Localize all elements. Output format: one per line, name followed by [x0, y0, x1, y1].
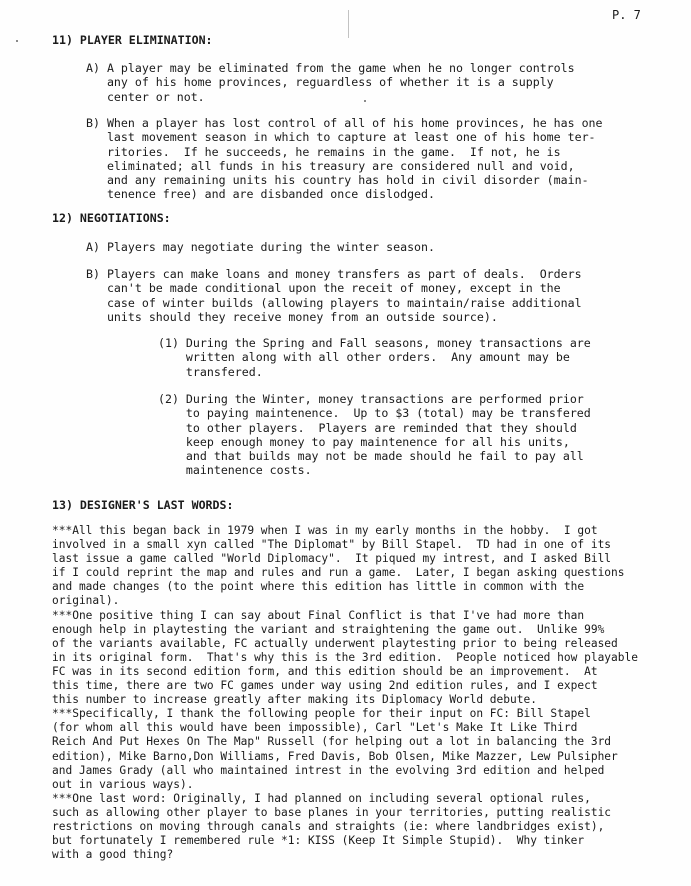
text-line: out in various ways).: [52, 777, 194, 791]
text-line: eliminated; all funds in his treasury are considered null and void,: [86, 158, 575, 173]
section-12-sub-item-2: [158, 392, 591, 478]
text-line: keep enough money to pay maintenence for all his units,: [158, 434, 570, 449]
section-12-sub-item-1: [158, 336, 591, 379]
page-number: P. 7: [612, 8, 641, 22]
text-line: this number to increase greatly after making its Diplomacy World debute.: [52, 693, 537, 707]
text-line: (2) During the Winter, money transactions are performed prior: [158, 392, 584, 406]
text-line: last issue a game called "World Diplomacy". It piqued my intrest, and I asked Bill: [52, 552, 612, 566]
text-line: ***All this began back in 1979 when I was in my early months in the hobby. I got: [52, 524, 598, 537]
text-line: written along with all other orders. Any amount may be: [158, 350, 570, 365]
section-12-heading: 12) NEGOTIATIONS:: [52, 211, 171, 225]
text-line: any of his home provinces, reguardless of whether it is a supply: [86, 75, 554, 90]
text-line: but fortunately I remembered rule *1: KISS (Keep It Simple Stupid). Why tinker: [52, 834, 585, 848]
text-line: of the variants available, FC actually underwent playtesting prior to being released: [52, 636, 618, 650]
text-line: involved in a small xyn called "The Diplomat" by Bill Stapel. TD had in one of its: [52, 538, 612, 552]
text-line: ***One last word: Originally, I had planned on including several optional rules,: [52, 791, 591, 805]
text-line: restrictions on moving through canals and straights (ie: where landbridges exist),: [52, 819, 605, 833]
text-line: can't be made conditional upon the receit of money, except in the: [86, 281, 561, 296]
text-line: to other players. Players are reminded that they should: [158, 420, 577, 435]
text-line: B) Players can make loans and money transfers as part of deals. Orders: [86, 267, 582, 281]
text-line: edition), Mike Barno,Don Williams, Fred Davis, Bob Olsen, Mike Mazzer, Lew Pulsipher: [52, 749, 618, 763]
text-line: case of winter builds (allowing players to maintain/raise additional: [86, 295, 582, 310]
text-line: if I could reprint the map and rules and run a game. Later, I began asking questions: [52, 566, 625, 580]
text-line: and James Grady (all who maintained intrest in the evolving 3rd edition and helped: [52, 763, 605, 777]
text-line: (for whom all this would have been impossible), Carl "Let's Make It Like Third: [52, 721, 578, 735]
section-11-item-a: [86, 61, 575, 104]
text-line: tenence free) and are disbanded once dislodged.: [86, 187, 436, 202]
page-crease-mark: [348, 10, 349, 38]
designers-last-words-body: [52, 524, 638, 862]
text-line: this time, there are two FC games under way using 2nd edition rules, and I expect: [52, 679, 598, 693]
text-line: A) Players may negotiate during the winter season.: [86, 240, 436, 254]
text-line: Reich And Put Hexes On The Map" Russell (for helping out a lot in balancing the 3rd: [52, 735, 612, 749]
text-line: units should they receive money from an outside source).: [86, 309, 498, 324]
text-line: and any remaining units his country has hold in civil disorder (main-: [86, 173, 589, 188]
text-line: original).: [52, 594, 120, 608]
section-12-item-a: [86, 240, 435, 254]
text-line: enough help in playtesting the variant and straightening the game out. Unlike 99%: [52, 622, 605, 636]
text-line: transfered.: [158, 364, 263, 379]
text-line: ***One positive thing I can say about Final Conflict is that I've had more than: [52, 608, 585, 622]
text-line: ritories. If he succeeds, he remains in the game. If not, he is: [86, 144, 561, 159]
section-13-heading: 13) DESIGNER'S LAST WORDS:: [52, 498, 234, 512]
text-line: and made changes (to the point where this edition has little in common with the: [52, 580, 585, 594]
text-line: B) When a player has lost control of all of his home provinces, he has one: [86, 116, 603, 130]
text-line: such as allowing other player to base planes in your territories, putting realistic: [52, 805, 612, 819]
text-line: last movement season in which to capture at least one of his home ter-: [86, 130, 596, 145]
text-line: FC was in its second edition form, and this edition should be an improvement. At: [52, 664, 598, 678]
text-line: center or not.: [86, 89, 205, 104]
text-line: A) A player may be eliminated from the game when he no longer controls: [86, 61, 575, 75]
scan-speck: [16, 40, 18, 42]
text-line: maintenence costs.: [158, 463, 312, 478]
section-11-item-b: [86, 116, 603, 202]
text-line: to paying maintenence. Up to $3 (total) may be transfered: [158, 406, 591, 421]
section-12-item-b: [86, 267, 582, 324]
text-line: and that builds may not be made should he fail to pay all: [158, 449, 584, 464]
section-11-heading: 11) PLAYER ELIMINATION:: [52, 33, 213, 47]
text-line: ***Specifically, I thank the following people for their input on FC: Bill Stapel: [52, 707, 591, 721]
text-line: (1) During the Spring and Fall seasons, money transactions are: [158, 336, 591, 350]
text-line: in its original form. That's why this is the 3rd edition. People noticed how playable: [52, 650, 638, 664]
text-line: with a good thing?: [52, 848, 174, 862]
